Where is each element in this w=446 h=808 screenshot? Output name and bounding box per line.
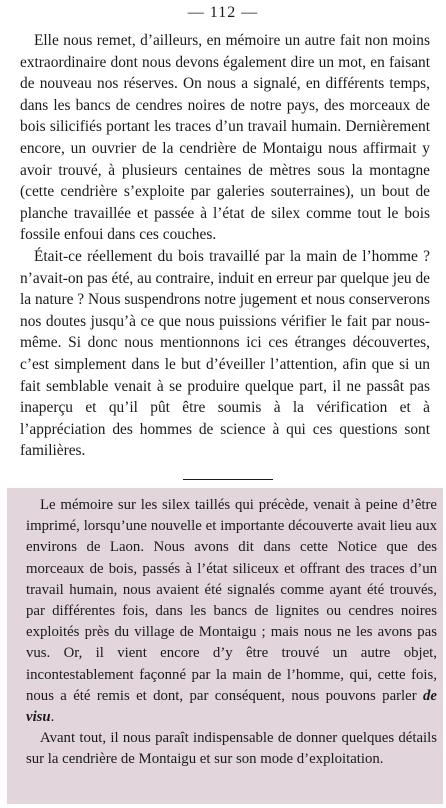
paragraph-memoire-text: Le mémoire sur les silex taillés qui précède, venait à peine d’être imprimé, lorsqu’une nouvelle et importante découverte avait lieu aux environs de Laon. Nous avons dit dans cette Notice que des morceaux de bois, passés à l’état siliceux et offrant des traces d’un travail humain, nous avaient été signalés comme ayant été trouvés, par différentes fois, dans les bancs de lignites ou cendres noires exploités près du village de Montaigu ; mais nous ne les avons pas vus. Or, il vient encore d’y être trouvé un autre objet, incontestablement façonné par la main de l’homme, qui, cette fois, nous a été remis et dont, par conséquent, nous pouvons parler <box>26 497 437 704</box>
paragraph-bois-travaille: Était-ce réellement du bois travaillé par la main de l’homme ? n’avait-on pas été, au contraire, induit en erreur par quelque jeu de la nature ? Nous suspendrons notre jugement et nous conserverons nos doutes jusqu’à ce que nous puissions vérifier le fait par nous-même. Si donc nous mentionnons ici ces étranges découvertes, c’est simplement dans le but d’éveiller l’attention, afin que si un fait semblable venait à se produire quelque part, il ne passât pas inaperçu et qu’il pût être soumis à la vérification et à l’appréciation des hommes de science à qui ces questions sont familières. <box>20 247 430 460</box>
emphasis-de-visu: de visu <box>26 687 437 726</box>
page-number: — 112 — <box>187 4 259 21</box>
upper-text-block <box>20 30 430 462</box>
section-divider <box>183 479 273 480</box>
paragraph-memoire <box>26 495 437 728</box>
paragraph-remet: Elle nous remet, d’ailleurs, en mémoire un autre fait non moins extraordinaire dont nous devons également dire un mot, en faisant de nouveau nos réserves. On nous a signalé, en différents temps, dans les bancs de cendres noires de notre pays, des morceaux de bois silicifiés portant les traces d’un travail humain. Dernièrement encore, un ouvrier de la cendrière de Montaigu nous affirmait y avoir trouvé, à plusieurs centaines de mètres sous la montagne (cette cendrière s’exploite par galeries souterraines), un bout de planche travaillée et passée à l’état de silex comme tout le bois fossile enfoui dans ces couches. <box>20 32 430 244</box>
paragraph-memoire-end: . <box>50 709 55 726</box>
paragraph-avant-tout: Avant tout, il nous paraît indispensable de donner quelques détails sur la cendrière de Montaigu et sur son mode d’exploitation. <box>26 730 437 768</box>
highlighted-text-block <box>7 488 443 804</box>
